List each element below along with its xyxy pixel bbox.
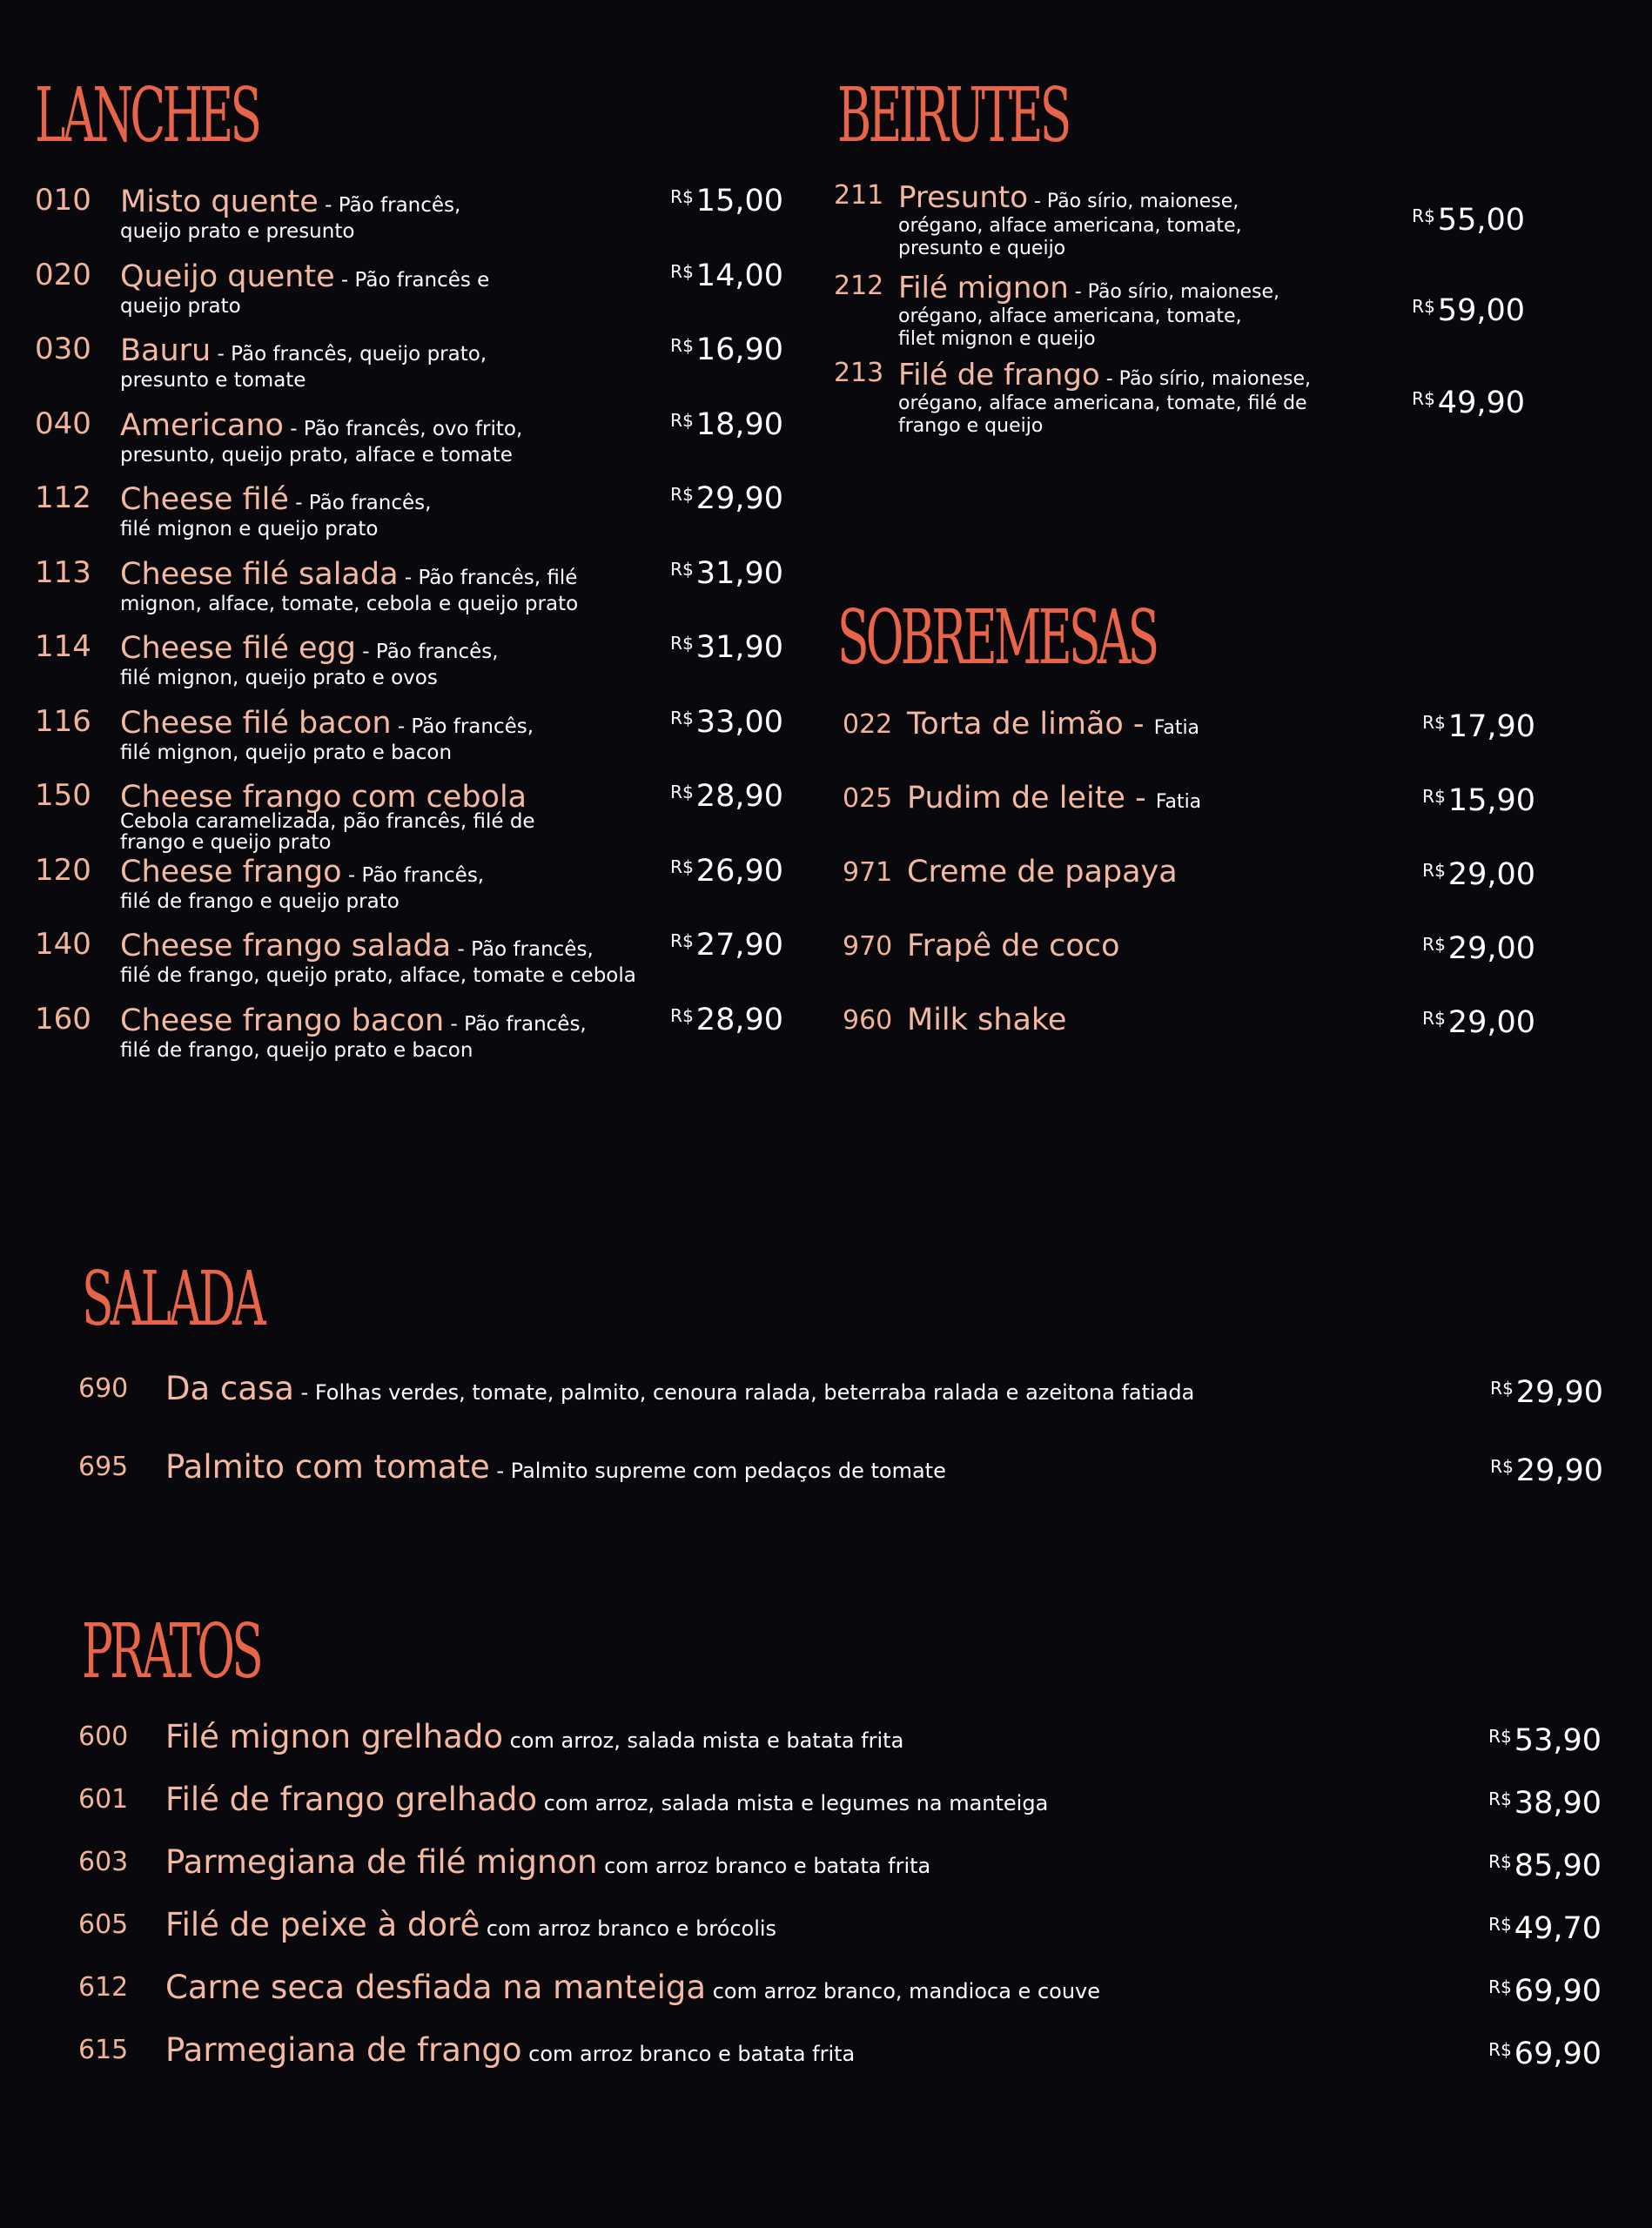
price-amount: 85,90 — [1514, 1849, 1602, 1883]
item-text — [898, 181, 1351, 261]
item-code: 211 — [834, 180, 884, 211]
item-description: - Pão francês, filé — [398, 566, 578, 589]
item-code: 113 — [35, 554, 91, 590]
item-price — [670, 779, 783, 814]
item-line — [120, 482, 677, 517]
item-code: 030 — [35, 332, 91, 366]
item-code: 605 — [78, 1909, 129, 1940]
section-title-salada: SALADA — [82, 1256, 263, 1343]
beirutes-section — [834, 72, 1525, 479]
item-line — [165, 1844, 1471, 1882]
item-description-line: frango e queijo prato — [120, 831, 332, 855]
item-description-line: orégano, alface americana, tomate, filé de — [898, 393, 1307, 415]
lanches-section — [35, 72, 783, 1079]
item-description: com arroz branco e brócolis — [480, 1916, 777, 1941]
price-amount: 59,00 — [1437, 293, 1525, 328]
item-price — [670, 186, 783, 217]
currency-symbol: R$ — [670, 1004, 694, 1026]
item-code: 615 — [78, 2035, 129, 2065]
item-name: Presunto — [898, 180, 1028, 215]
item-price — [670, 704, 783, 740]
item-price — [670, 332, 783, 367]
item-name: Cheese frango salada — [120, 929, 452, 963]
item-name: Frapê de coco — [907, 929, 1120, 963]
item-price — [1488, 1976, 1602, 2007]
section-title-lanches: LANCHES — [35, 72, 259, 159]
item-price — [670, 630, 783, 665]
item-description: - Pão francês, — [391, 715, 534, 738]
currency-symbol: R$ — [1422, 934, 1446, 955]
item-description-line: orégano, alface americana, tomate, — [898, 305, 1242, 328]
item-price — [1422, 709, 1535, 744]
item-price — [1488, 1851, 1602, 1882]
item-line — [165, 1907, 1471, 1944]
item-name: Bauru — [120, 333, 212, 368]
price-amount: 29,90 — [695, 481, 783, 516]
item-line — [120, 855, 677, 889]
item-name: Milk shake — [907, 1003, 1067, 1037]
currency-symbol: R$ — [1422, 786, 1446, 807]
currency-symbol: R$ — [1490, 1378, 1514, 1399]
item-description-line: presunto e queijo — [898, 238, 1066, 260]
item-code: 612 — [78, 1972, 129, 2003]
item-description: - Pão sírio, maionese, — [1068, 281, 1280, 303]
item-text — [120, 408, 677, 467]
item-code: 970 — [843, 931, 893, 962]
item-price — [1412, 205, 1525, 236]
item-line — [120, 929, 677, 963]
item-text — [120, 482, 677, 541]
pratos-section — [78, 1608, 1602, 2102]
item-price — [670, 555, 783, 591]
item-text — [165, 1970, 1471, 2007]
price-amount: 16,90 — [695, 332, 783, 367]
item-description-line: mignon, alface, tomate, cebola e queijo prato — [120, 592, 579, 615]
price-amount: 38,90 — [1514, 1786, 1602, 1821]
item-name: Palmito com tomate — [165, 1448, 490, 1486]
item-description-line: presunto, queijo prato, alface e tomate — [120, 443, 513, 466]
item-description-line: filet mignon e queijo — [898, 328, 1096, 351]
item-description: com arroz, salada mista e batata frita — [502, 1728, 904, 1753]
item-name: Cheese frango bacon — [120, 1003, 445, 1038]
item-name: Cheese filé salada — [120, 556, 399, 592]
item-text — [120, 780, 677, 855]
item-price — [670, 930, 783, 961]
price-amount: 18,90 — [695, 406, 783, 442]
item-code: 603 — [78, 1847, 129, 1877]
item-name: Cheese filé — [120, 482, 289, 517]
item-line — [898, 359, 1351, 393]
price-amount: 49,70 — [1514, 1911, 1602, 1946]
item-line — [165, 1970, 1471, 2007]
item-price — [1412, 293, 1525, 328]
item-price — [1422, 783, 1535, 818]
section-title-pratos: PRATOS — [82, 1608, 261, 1695]
currency-symbol: R$ — [1488, 1851, 1512, 1872]
item-description-line: filé de frango, queijo prato, alface, tomate e cebola — [120, 964, 636, 988]
price-amount: 27,90 — [695, 928, 783, 963]
item-price — [1422, 931, 1535, 966]
item-price — [1490, 1453, 1603, 1488]
currency-symbol: R$ — [670, 856, 694, 877]
item-text — [165, 1449, 1471, 1486]
item-price — [670, 481, 783, 516]
item-name: Parmegiana de frango — [165, 2031, 522, 2069]
item-code: 114 — [35, 629, 91, 664]
item-name: Filé mignon — [898, 271, 1069, 305]
item-price — [1422, 1005, 1535, 1040]
price-amount: 15,00 — [695, 184, 783, 218]
price-amount: 29,00 — [1447, 931, 1535, 966]
item-text — [907, 929, 1429, 963]
currency-symbol: R$ — [1422, 1008, 1446, 1029]
item-price — [670, 1002, 783, 1037]
item-text — [165, 1907, 1471, 1944]
currency-symbol: R$ — [1412, 388, 1435, 409]
item-description: - Pão francês, — [355, 641, 499, 663]
item-price — [670, 258, 783, 293]
currency-symbol: R$ — [1490, 1456, 1514, 1477]
item-code: 020 — [35, 257, 91, 292]
item-description: - Pão francês, — [288, 492, 432, 514]
item-code: 010 — [35, 183, 91, 218]
item-price — [1488, 2039, 1602, 2070]
item-code: 960 — [843, 1005, 893, 1036]
item-line — [165, 1782, 1471, 1819]
currency-symbol: R$ — [1488, 1976, 1512, 1997]
item-description-line: frango e queijo — [898, 415, 1044, 438]
item-text — [120, 929, 677, 988]
item-price — [1422, 857, 1535, 892]
item-name: Cheese frango com cebola — [120, 780, 527, 815]
item-description: - Pão francês, queijo prato, — [211, 343, 487, 366]
item-description-line: filé mignon e queijo prato — [120, 518, 379, 541]
item-line — [165, 1371, 1471, 1408]
price-amount: 15,90 — [1447, 783, 1535, 818]
item-price — [670, 406, 783, 442]
price-amount: 28,90 — [695, 779, 783, 814]
item-name: Filé de frango — [898, 358, 1100, 393]
item-text — [120, 333, 677, 393]
item-name: Americano — [120, 407, 284, 443]
item-line — [907, 855, 1429, 889]
currency-symbol: R$ — [670, 558, 694, 580]
item-line — [120, 185, 677, 219]
item-line — [120, 333, 677, 368]
item-code: 112 — [35, 480, 91, 515]
item-text — [120, 1003, 677, 1063]
item-description: com arroz branco e batata frita — [597, 1854, 931, 1878]
item-code: 601 — [78, 1784, 129, 1815]
item-description: - Folhas verdes, tomate, palmito, cenoura ralada, beterraba ralada e azeitona fatiada — [293, 1380, 1195, 1405]
item-line — [907, 929, 1429, 963]
item-line — [165, 2032, 1471, 2070]
item-line — [120, 557, 677, 592]
item-code: 213 — [834, 358, 884, 388]
item-code: 212 — [834, 271, 884, 301]
currency-symbol: R$ — [670, 930, 694, 951]
item-name: Carne seca desfiada na manteiga — [165, 1969, 707, 2006]
item-name: Creme de papaya — [907, 855, 1178, 889]
item-line — [120, 408, 677, 443]
currency-symbol: R$ — [1488, 1726, 1512, 1747]
price-amount: 53,90 — [1514, 1723, 1602, 1758]
price-amount: 17,90 — [1447, 709, 1535, 744]
item-code: 040 — [35, 406, 91, 441]
item-name: Filé mignon grelhado — [165, 1718, 503, 1755]
currency-symbol: R$ — [670, 186, 694, 207]
item-line — [907, 707, 1429, 742]
section-title-sobremesas: SOBREMESAS — [837, 594, 1157, 681]
item-text — [165, 2032, 1471, 2070]
sobremesas-section — [834, 594, 1535, 1070]
item-name: Queijo quente — [120, 258, 335, 294]
currency-symbol: R$ — [670, 633, 694, 654]
item-description: - Pão francês, — [451, 938, 594, 961]
item-line — [898, 181, 1351, 215]
price-amount: 14,00 — [695, 258, 783, 293]
item-line — [907, 1003, 1429, 1037]
currency-symbol: R$ — [670, 260, 694, 282]
item-description: com arroz branco, mandioca e couve — [706, 1979, 1101, 2003]
item-code: 160 — [35, 1001, 91, 1037]
price-amount: 55,00 — [1437, 203, 1525, 238]
item-description-line: orégano, alface americana, tomate, — [898, 215, 1242, 238]
price-amount: 31,90 — [695, 630, 783, 665]
item-code: 116 — [35, 703, 91, 739]
item-description: com arroz, salada mista e legumes na manteiga — [537, 1791, 1049, 1815]
price-amount: 69,90 — [1514, 2037, 1602, 2071]
currency-symbol: R$ — [670, 782, 694, 802]
item-name: Da casa — [165, 1370, 294, 1407]
item-line — [120, 259, 677, 294]
item-price — [1412, 388, 1525, 419]
item-price — [670, 853, 783, 889]
item-text — [907, 1003, 1429, 1037]
currency-symbol: R$ — [1488, 1788, 1512, 1809]
item-name: Misto quente — [120, 185, 319, 219]
item-name: Filé de frango grelhado — [165, 1781, 538, 1818]
item-text — [120, 706, 677, 765]
price-amount: 26,90 — [695, 853, 783, 889]
currency-symbol: R$ — [670, 335, 694, 356]
item-description: - Palmito supreme com pedaços de tomate — [489, 1459, 946, 1483]
currency-symbol: R$ — [1422, 712, 1446, 733]
item-text — [165, 1371, 1471, 1408]
price-amount: 29,00 — [1447, 857, 1535, 892]
item-description-line: filé de frango, queijo prato e bacon — [120, 1038, 473, 1062]
currency-symbol: R$ — [670, 707, 694, 728]
item-line — [898, 272, 1351, 305]
price-amount: 33,00 — [695, 704, 783, 740]
item-description: Fatia — [1153, 717, 1200, 739]
item-text — [120, 631, 677, 690]
item-text — [907, 707, 1429, 742]
item-line — [165, 1719, 1471, 1756]
item-description: - Pão francês, — [341, 863, 485, 887]
price-amount: 29,00 — [1447, 1005, 1535, 1040]
item-text — [165, 1844, 1471, 1882]
item-code: 025 — [843, 783, 893, 814]
item-text — [165, 1782, 1471, 1819]
item-code: 120 — [35, 852, 91, 888]
item-name: Filé de peixe à dorê — [165, 1906, 480, 1943]
item-code: 600 — [78, 1721, 129, 1752]
item-text — [120, 259, 677, 319]
item-code: 140 — [35, 927, 91, 962]
item-line — [165, 1449, 1471, 1486]
item-line — [120, 1003, 677, 1038]
item-description-line: Cebola caramelizada, pão francês, filé de — [120, 810, 535, 834]
item-description-line: filé mignon, queijo prato e bacon — [120, 741, 453, 764]
item-price — [1490, 1375, 1603, 1410]
price-amount: 28,90 — [695, 1002, 783, 1037]
item-code: 971 — [843, 857, 893, 888]
salada-section — [78, 1256, 1603, 1523]
price-amount: 49,90 — [1437, 386, 1525, 420]
item-code: 150 — [35, 778, 91, 813]
item-text — [898, 359, 1351, 439]
price-amount: 29,90 — [1515, 1375, 1603, 1410]
item-text — [898, 272, 1351, 352]
item-description: - Pão francês, — [444, 1012, 587, 1036]
currency-symbol: R$ — [1422, 860, 1446, 881]
item-name: Pudim de leite - — [907, 781, 1156, 815]
item-description: - Pão sírio, maionese, — [1099, 368, 1312, 390]
item-name: Cheese frango — [120, 854, 342, 889]
currency-symbol: R$ — [670, 484, 694, 505]
item-text — [120, 557, 677, 616]
item-name: Torta de limão - — [907, 707, 1154, 742]
item-price — [1488, 1911, 1602, 1946]
item-description-line: presunto e tomate — [120, 369, 306, 393]
currency-symbol: R$ — [1412, 296, 1435, 317]
item-name: Cheese filé egg — [120, 631, 356, 666]
price-amount: 31,90 — [695, 555, 783, 591]
item-description: - Pão francês, — [318, 194, 461, 217]
item-description-line: queijo prato e presunto — [120, 220, 355, 244]
item-description: - Pão francês, ovo frito, — [283, 417, 523, 440]
item-description: - Pão sírio, maionese, — [1028, 191, 1239, 212]
item-code: 695 — [78, 1452, 129, 1482]
item-text — [120, 855, 677, 914]
item-description: - Pão francês e — [334, 268, 490, 292]
item-code: 690 — [78, 1373, 129, 1404]
item-text — [165, 1719, 1471, 1756]
item-price — [1488, 1788, 1602, 1819]
section-title-beirutes: BEIRUTES — [837, 72, 1069, 159]
item-line — [120, 706, 677, 741]
item-description-line: filé de frango e queijo prato — [120, 889, 400, 913]
price-amount: 69,90 — [1514, 1974, 1602, 2009]
currency-symbol: R$ — [670, 409, 694, 431]
price-amount: 29,90 — [1515, 1453, 1603, 1488]
item-line — [907, 781, 1429, 815]
item-line — [120, 631, 677, 666]
item-description-line: queijo prato — [120, 294, 241, 318]
item-description: com arroz branco e batata frita — [521, 2042, 856, 2066]
item-code: 022 — [843, 709, 893, 740]
currency-symbol: R$ — [1488, 1914, 1512, 1935]
item-text — [907, 781, 1429, 815]
item-name: Parmegiana de filé mignon — [165, 1843, 598, 1881]
item-price — [1488, 1723, 1602, 1758]
item-name: Cheese filé bacon — [120, 705, 392, 741]
item-text — [120, 185, 677, 244]
item-text — [907, 855, 1429, 889]
item-description: Fatia — [1155, 791, 1202, 813]
item-description-line: filé mignon, queijo prato e ovos — [120, 667, 438, 690]
currency-symbol: R$ — [1412, 205, 1435, 226]
currency-symbol: R$ — [1488, 2039, 1512, 2060]
